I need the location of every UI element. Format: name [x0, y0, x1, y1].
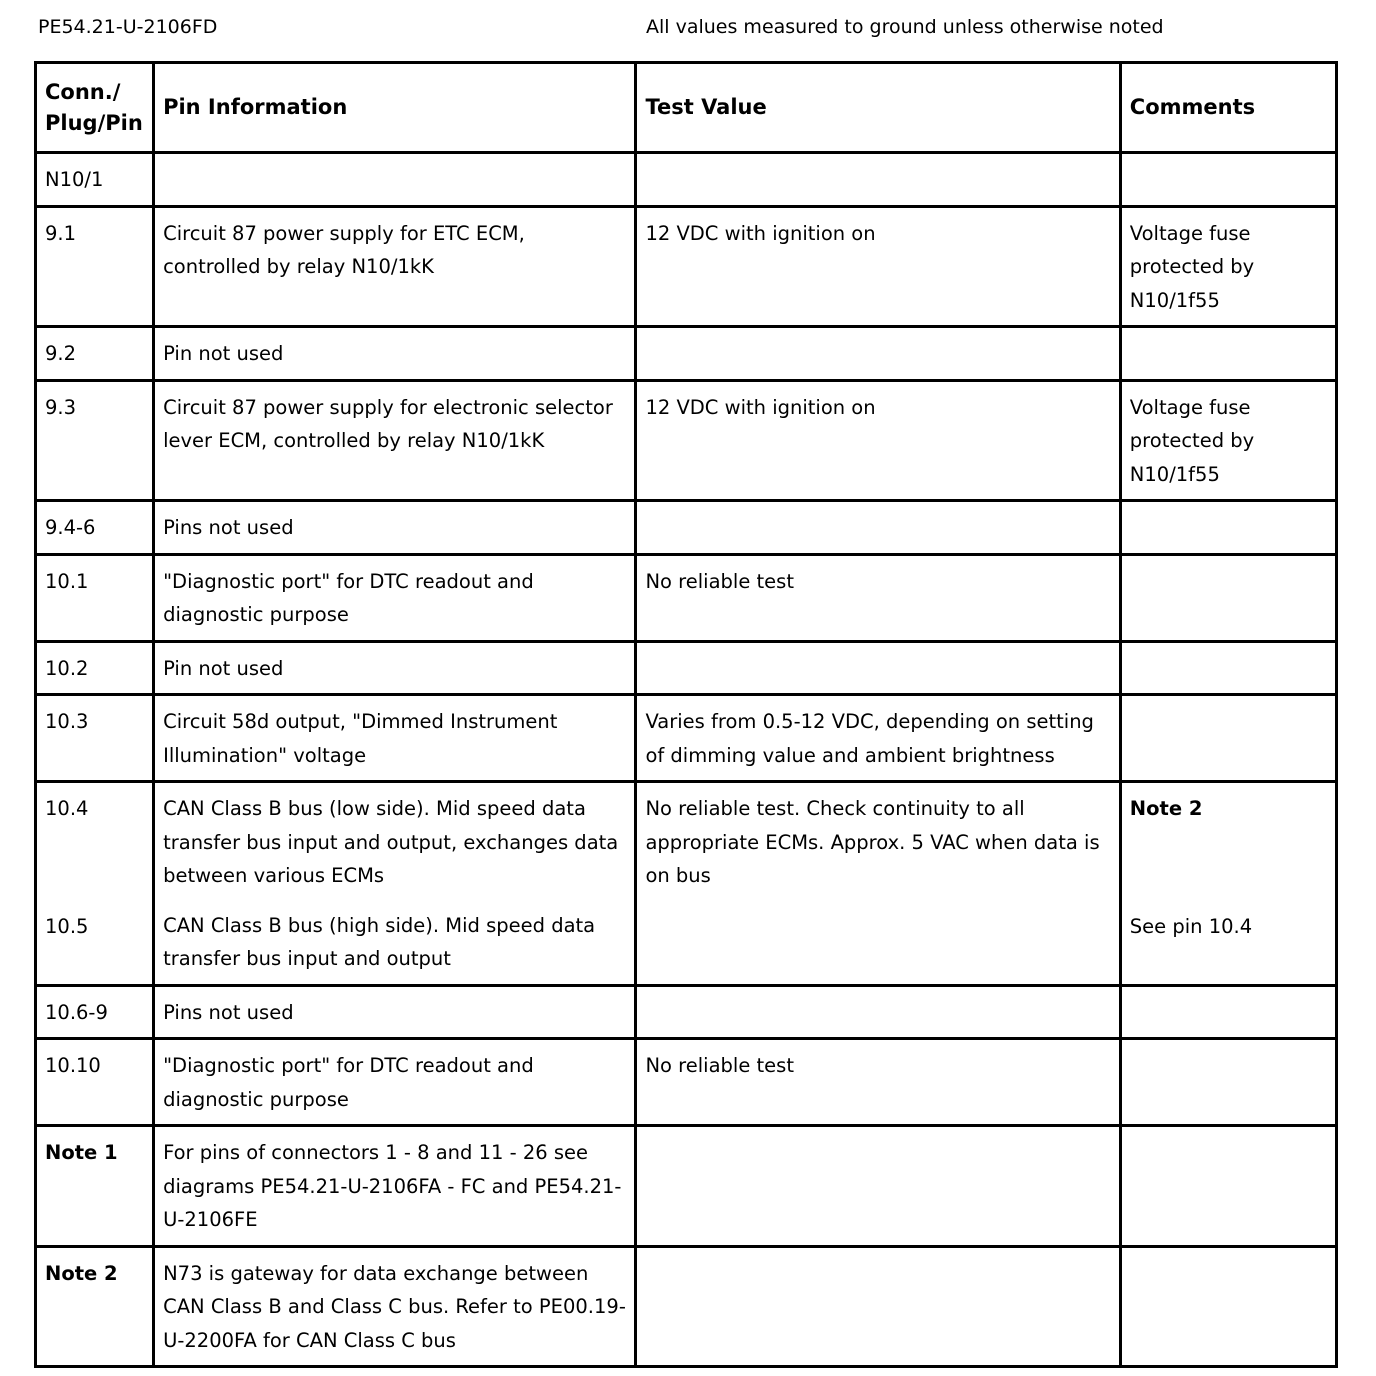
info-cell [154, 153, 636, 207]
test-cell: No reliable test [636, 554, 1120, 641]
pin-cell: 10.6-9 [36, 985, 154, 1039]
table-row [36, 641, 1337, 695]
note-reference: Note 2 [1129, 797, 1203, 820]
table-row [36, 380, 1337, 501]
column-header-comments: Comments [1120, 63, 1336, 153]
comments-cell [1120, 1126, 1336, 1247]
info-cell [154, 782, 636, 986]
pin-cell: 10.3 [36, 695, 154, 782]
info-cell: "Diagnostic port" for DTC readout and diagnostic purpose [154, 1039, 636, 1126]
info-cell: Pins not used [154, 501, 636, 555]
table-header-row [36, 63, 1337, 153]
test-cell: Varies from 0.5-12 VDC, depending on setting of dimming value and ambient brightness [636, 695, 1120, 782]
table-row [36, 206, 1337, 327]
info-text-secondary: CAN Class B bus (high side). Mid speed data transfer bus input and output [163, 913, 596, 970]
table-row [36, 1246, 1337, 1367]
comments-cell [1120, 1246, 1336, 1367]
test-cell [636, 1246, 1120, 1367]
pin-cell: 10.2 [36, 641, 154, 695]
table-row [36, 153, 1337, 207]
measurement-note: All values measured to ground unless otherwise noted [646, 16, 1164, 38]
test-cell [636, 1126, 1120, 1247]
test-cell [636, 153, 1120, 207]
pin-cell: 9.1 [36, 206, 154, 327]
pin-cell: 9.2 [36, 327, 154, 381]
table-row [36, 695, 1337, 782]
comments-cell [1120, 641, 1336, 695]
spacer [1130, 826, 1327, 910]
pin-table [34, 61, 1338, 1368]
comments-cell [1120, 695, 1336, 782]
column-header-info: Pin Information [154, 63, 636, 153]
document-id: PE54.21-U-2106FD [38, 16, 218, 38]
test-cell [636, 327, 1120, 381]
comments-cell: Voltage fuse protected by N10/1f55 [1120, 380, 1336, 501]
test-cell [636, 641, 1120, 695]
comments-cell [1120, 985, 1336, 1039]
test-cell: No reliable test. Check continuity to all appropriate ECMs. Approx. 5 VAC when data is on bus [636, 782, 1120, 986]
info-cell: Circuit 58d output, "Dimmed Instrument Illumination" voltage [154, 695, 636, 782]
test-cell [636, 985, 1120, 1039]
comments-cell [1120, 782, 1336, 986]
info-text: CAN Class B bus (low side). Mid speed data transfer bus input and output, exchanges data between various ECMs [163, 797, 619, 887]
pin-label-secondary: 10.5 [45, 914, 89, 938]
comments-text-secondary: See pin 10.4 [1129, 914, 1253, 938]
table-row [36, 985, 1337, 1039]
column-header-test: Test Value [636, 63, 1120, 153]
table-row [36, 782, 1337, 986]
document-header [0, 16, 1376, 44]
table-row [36, 1039, 1337, 1126]
info-cell: Circuit 87 power supply for electronic selector lever ECM, controlled by relay N10/1kK [154, 380, 636, 501]
info-cell: "Diagnostic port" for DTC readout and diagnostic purpose [154, 554, 636, 641]
column-header-pin: Conn./ Plug/Pin [36, 63, 154, 153]
pin-cell: 10.1 [36, 554, 154, 641]
pin-label: 10.4 [45, 797, 89, 820]
table-row [36, 554, 1337, 641]
comments-cell: Voltage fuse protected by N10/1f55 [1120, 206, 1336, 327]
pin-cell: 9.4-6 [36, 501, 154, 555]
note-label-cell: Note 1 [36, 1126, 154, 1247]
pin-cell: 9.3 [36, 380, 154, 501]
info-cell: Pin not used [154, 641, 636, 695]
spacer [163, 893, 626, 909]
info-cell: Pin not used [154, 327, 636, 381]
test-cell [636, 501, 1120, 555]
pin-cell: 10.10 [36, 1039, 154, 1126]
table-row [36, 501, 1337, 555]
comments-cell [1120, 554, 1336, 641]
test-cell: 12 VDC with ignition on [636, 206, 1120, 327]
test-cell: 12 VDC with ignition on [636, 380, 1120, 501]
spacer [45, 826, 144, 910]
table-row [36, 327, 1337, 381]
test-cell: No reliable test [636, 1039, 1120, 1126]
comments-cell [1120, 327, 1336, 381]
info-cell: For pins of connectors 1 - 8 and 11 - 26 see diagrams PE54.21-U-2106FA - FC and PE54.21-U-2106FE [154, 1126, 636, 1247]
comments-cell [1120, 153, 1336, 207]
info-cell: Circuit 87 power supply for ETC ECM, controlled by relay N10/1kK [154, 206, 636, 327]
pin-cell [36, 782, 154, 986]
info-cell: Pins not used [154, 985, 636, 1039]
info-cell: N73 is gateway for data exchange between CAN Class B and Class C bus. Refer to PE00.19-U-2200FA for CAN Class C bus [154, 1246, 636, 1367]
comments-cell [1120, 1039, 1336, 1126]
table-row [36, 1126, 1337, 1247]
pin-cell: N10/1 [36, 153, 154, 207]
comments-cell [1120, 501, 1336, 555]
note-label-cell: Note 2 [36, 1246, 154, 1367]
